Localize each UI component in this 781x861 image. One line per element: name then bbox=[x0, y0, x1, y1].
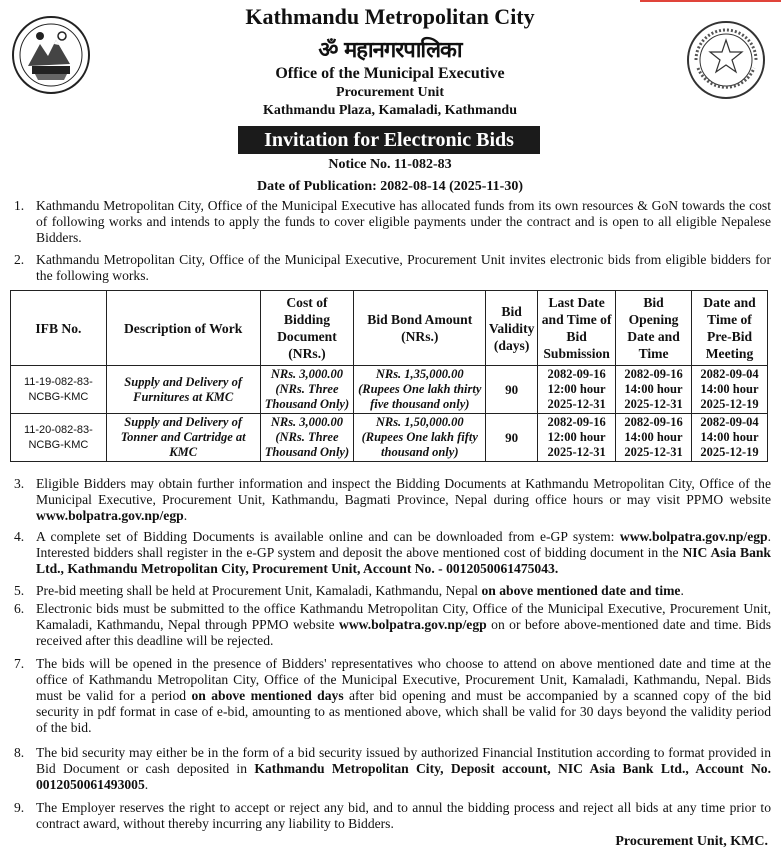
bid-validity: 90 bbox=[486, 414, 538, 462]
prebid-meeting: 2082-09-04 14:00 hour 2025-12-19 bbox=[692, 414, 768, 462]
work-description: Supply and Delivery of Tonner and Cartridge at KMC bbox=[106, 414, 260, 462]
paragraph-8: 8. The bid security may either be in the form of a bid security issued by authorized Financial Institution according to format provided in Bid Document or cash deposited in Kathmandu Metropolitan City, Deposit account, NIC Asia Bank Ltd., Account No. 0012050061493005. bbox=[14, 745, 771, 792]
unit-name: Procurement Unit bbox=[336, 85, 444, 100]
office-name: Office of the Municipal Executive bbox=[275, 65, 505, 82]
notice-number: Notice No. 11-082-83 bbox=[328, 157, 452, 172]
paragraph-4: 4. A complete set of Bidding Documents is available online and can be downloaded from e-GP system: www.bolpatra.gov.np/egp. Interested bidders shall register in the e-GP system and deposit the above mentioned cost of bidding document in the NIC Asia Bank Ltd., Kathmandu Metropolitan City, Procurement Unit, Account No. - 0012050061475043. bbox=[14, 529, 771, 576]
table-header-row bbox=[11, 291, 768, 366]
submission-deadline: 2082-09-16 12:00 hour 2025-12-31 bbox=[538, 414, 616, 462]
document-cost: NRs. 3,000.00 (NRs. Three Thousand Only) bbox=[260, 366, 354, 414]
paragraph-9: 9. The Employer reserves the right to accept or reject any bid, and to annul the bidding process and reject all bids at any time prior to contract award, without thereby incurring any liability to Bidders. bbox=[14, 800, 771, 831]
bid-bond: NRs. 1,50,000.00 (Rupees One lakh fifty thousand only) bbox=[354, 414, 486, 462]
signature-line: Procurement Unit, KMC. bbox=[615, 834, 768, 849]
bid-opening: 2082-09-16 14:00 hour 2025-12-31 bbox=[616, 414, 692, 462]
ifb-number: 11-19-082-83-NCBG-KMC bbox=[11, 366, 107, 414]
top-accent-line bbox=[640, 0, 781, 2]
bids-table bbox=[10, 290, 768, 462]
table-row bbox=[11, 414, 768, 462]
paragraph-5: 5. Pre-bid meeting shall be held at Procurement Unit, Kamaladi, Kathmandu, Nepal on above mentioned date and time. bbox=[14, 583, 684, 598]
paragraph-3: 3. Eligible Bidders may obtain further information and inspect the Bidding Documents at Kathmandu Metropolitan City, Office of the Municipal Executive, Procurement Unit, Kathmandu, Bagmati Province, Nepal during office hours or may visit PPMO website www.bolpatra.gov.np/egp. bbox=[14, 476, 771, 523]
column-header: Bid Opening Date and Time bbox=[616, 291, 692, 366]
paragraph-2: 2. Kathmandu Metropolitan City, Office of the Municipal Executive, Procurement Unit invites electronic bids from eligible bidders for the following works. bbox=[14, 252, 771, 283]
column-header: Description of Work bbox=[106, 291, 260, 366]
kmc-emblem-icon bbox=[10, 14, 92, 96]
ppmo-link[interactable]: www.bolpatra.gov.np/egp bbox=[36, 508, 184, 523]
bid-opening: 2082-09-16 14:00 hour 2025-12-31 bbox=[616, 366, 692, 414]
org-name: Kathmandu Metropolitan City bbox=[245, 4, 535, 29]
publication-date: Date of Publication: 2082-08-14 (2025-11-30) bbox=[257, 179, 523, 194]
egp-link[interactable]: www.bolpatra.gov.np/egp bbox=[619, 529, 768, 544]
column-header: Date and Time of Pre-Bid Meeting bbox=[692, 291, 768, 366]
document-cost: NRs. 3,000.00 (NRs. Three Thousand Only) bbox=[260, 414, 354, 462]
ppmo-link[interactable]: www.bolpatra.gov.np/egp bbox=[339, 617, 487, 632]
address: Kathmandu Plaza, Kamaladi, Kathmandu bbox=[263, 103, 517, 118]
work-description: Supply and Delivery of Furnitures at KMC bbox=[106, 366, 260, 414]
submission-deadline: 2082-09-16 12:00 hour 2025-12-31 bbox=[538, 366, 616, 414]
bid-validity: 90 bbox=[486, 366, 538, 414]
paragraph-7: 7. The bids will be opened in the presence of Bidders' representatives who choose to attend on above mentioned date and time at the office of Kathmandu Metropolitan City, Office of the Municipal Executive, Procurement Unit, Kamaladi, Kathmandu, Nepal. Bids must be valid for a period on above mentioned days after bid opening and must be accompanied by a scanned copy of the bid security in pdf format in case of e-bid, amounting to as mentioned above, which shall be valid for 30 days beyond the validity period of the bid. bbox=[14, 656, 771, 735]
org-name-nepali: ॐ महानगरपालिका bbox=[318, 38, 462, 63]
bank-account: NIC Asia Bank Ltd., Kathmandu Metropolitan City, Procurement Unit, Account No. - 0012050061475043. bbox=[36, 545, 771, 576]
column-header: Last Date and Time of Bid Submission bbox=[538, 291, 616, 366]
column-header: Bid Validity (days) bbox=[486, 291, 538, 366]
table-row bbox=[11, 366, 768, 414]
prebid-meeting: 2082-09-04 14:00 hour 2025-12-19 bbox=[692, 366, 768, 414]
page-title: Invitation for Electronic Bids bbox=[238, 126, 540, 154]
ifb-number: 11-20-082-83-NCBG-KMC bbox=[11, 414, 107, 462]
column-header: Bid Bond Amount (NRs.) bbox=[354, 291, 486, 366]
paragraph-6: 6. Electronic bids must be submitted to the office Kathmandu Metropolitan City, Office of the Municipal Executive, Procurement Unit, Kamaladi, Kathmandu, Nepal through PPMO website www.bolpatra.gov.np/egp on or before above-mentioned date and time. Bids received after this deadline will be rejected. bbox=[14, 601, 771, 648]
column-header: Cost of Bidding Document (NRs.) bbox=[260, 291, 354, 366]
paragraph-1: 1. Kathmandu Metropolitan City, Office of the Municipal Executive has allocated funds from its own resources & GoN towards the cost of following works and intends to apply the funds to cover eligible payments under the contract and is open to all eligible Nepalese Bidders. bbox=[14, 198, 771, 245]
kmc-seal-icon bbox=[686, 20, 766, 100]
column-header: IFB No. bbox=[11, 291, 107, 366]
bid-bond: NRs. 1,35,000.00 (Rupees One lakh thirty five thousand only) bbox=[354, 366, 486, 414]
